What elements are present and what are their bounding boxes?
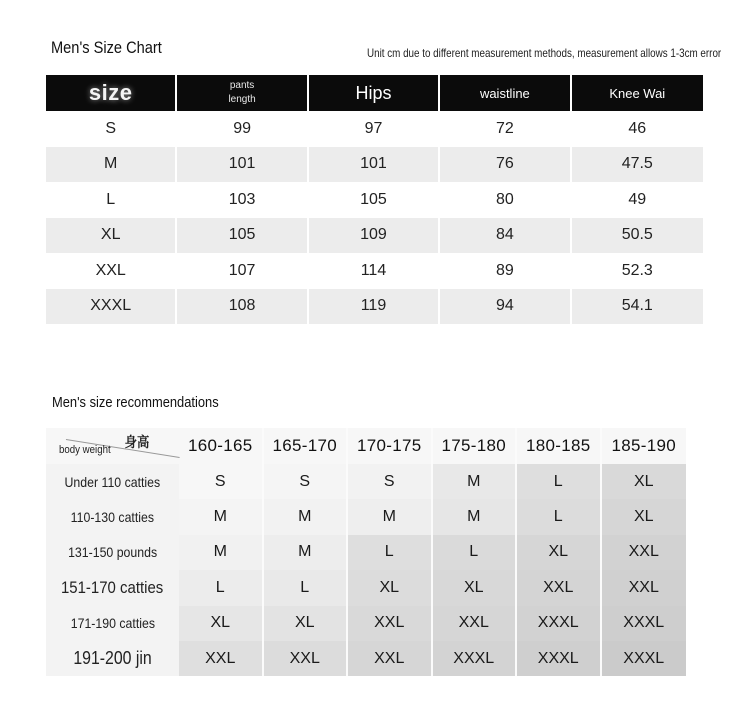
size-cell: XXL xyxy=(433,606,518,641)
table-cell: 76 xyxy=(440,147,571,183)
header-pants-length-text: pants length xyxy=(228,80,256,105)
size-cell: XXL xyxy=(348,641,433,676)
table-cell: 119 xyxy=(309,289,440,325)
table-row xyxy=(46,641,702,676)
size-cell: M xyxy=(179,535,264,570)
table-cell: M xyxy=(46,147,177,183)
header-knee: Knee Wai xyxy=(572,75,703,111)
size-cell: XXXL xyxy=(602,606,687,641)
table-cell: 105 xyxy=(309,182,440,218)
size-chart-table xyxy=(46,75,703,324)
table-row xyxy=(46,218,703,254)
size-cell: XXXL xyxy=(517,606,602,641)
size-cell: S xyxy=(348,464,433,499)
table-cell: 52.3 xyxy=(621,261,653,279)
size-cell: XXL xyxy=(517,570,602,605)
table-cell: XXXL xyxy=(46,289,177,325)
table-cell: 49 xyxy=(628,190,647,208)
recommendation-body xyxy=(46,464,702,676)
size-cell: M xyxy=(264,499,349,534)
table-cell: 89 xyxy=(440,253,571,289)
table-cell: 54.1 xyxy=(572,289,703,325)
size-cell: L xyxy=(179,570,264,605)
size-cell: XL xyxy=(433,570,518,605)
size-cell: M xyxy=(348,499,433,534)
height-header: 185-190 xyxy=(602,428,687,464)
size-cell: XL xyxy=(517,535,602,570)
size-cell: XXXL xyxy=(433,641,518,676)
table-row xyxy=(46,253,703,289)
table-cell: L xyxy=(46,182,177,218)
size-cell: M xyxy=(264,535,349,570)
weight-label-text: 110-130 catties xyxy=(70,509,155,526)
size-recommendation-title: Men's size recommendations xyxy=(52,394,219,411)
table-row xyxy=(46,111,703,147)
size-cell: M xyxy=(433,499,518,534)
table-cell: 101 xyxy=(309,147,440,183)
size-cell: XXXL xyxy=(602,641,687,676)
height-header: 165-170 xyxy=(264,428,349,464)
size-cell: XL xyxy=(264,606,349,641)
size-chart-body xyxy=(46,111,703,324)
size-chart-title: Men's Size Chart xyxy=(51,38,162,57)
size-cell: XXL xyxy=(602,535,687,570)
table-cell: 46 xyxy=(628,119,647,137)
corner-weight-label: body weight xyxy=(59,444,111,456)
size-cell: XXXL xyxy=(517,641,602,676)
table-cell: 94 xyxy=(440,289,571,325)
table-cell: 80 xyxy=(440,182,571,218)
size-recommendation-table xyxy=(46,428,702,676)
measurement-note: Unit cm due to different measurement methods, measurement allows 1-3cm error xyxy=(367,46,722,60)
size-cell: L xyxy=(433,535,518,570)
table-cell: 109 xyxy=(309,218,440,254)
table-cell: S xyxy=(46,111,177,147)
size-cell: XL xyxy=(602,464,687,499)
size-cell: XL xyxy=(602,499,687,534)
weight-label-text: Under 110 catties xyxy=(64,473,161,490)
size-cell: L xyxy=(348,535,433,570)
weight-label-text: 191-200 jin xyxy=(73,648,152,669)
height-header: 175-180 xyxy=(433,428,518,464)
size-cell: L xyxy=(517,499,602,534)
header-size: size xyxy=(46,75,177,111)
recommendation-header-row xyxy=(46,428,702,464)
table-cell: 84 xyxy=(440,218,571,254)
table-cell: 108 xyxy=(177,289,308,325)
size-cell: XXL xyxy=(602,570,687,605)
size-chart-header-row xyxy=(46,75,703,111)
weight-label-text: 151-170 catties xyxy=(61,577,164,597)
weight-label xyxy=(46,535,179,570)
size-cell: XL xyxy=(179,606,264,641)
weight-label xyxy=(46,641,179,676)
height-header: 180-185 xyxy=(517,428,602,464)
height-header: 170-175 xyxy=(348,428,433,464)
table-cell: 114 xyxy=(309,253,440,289)
size-cell: M xyxy=(179,499,264,534)
weight-label xyxy=(46,570,179,605)
table-row xyxy=(46,289,703,325)
corner-height-label: 身高 xyxy=(124,434,150,450)
table-row xyxy=(46,535,702,570)
corner-cell xyxy=(46,428,179,464)
size-cell: L xyxy=(517,464,602,499)
table-cell: 97 xyxy=(309,111,440,147)
weight-label xyxy=(46,499,179,534)
height-header: 160-165 xyxy=(179,428,264,464)
table-row xyxy=(46,147,703,183)
size-cell: L xyxy=(264,570,349,605)
table-cell: 72 xyxy=(440,111,571,147)
table-cell: 47.5 xyxy=(572,147,703,183)
table-cell: 103 xyxy=(177,182,308,218)
header-hips: Hips xyxy=(309,75,440,111)
size-cell: XL xyxy=(348,570,433,605)
table-cell: 105 xyxy=(177,218,308,254)
table-row xyxy=(46,499,702,534)
size-cell: XXL xyxy=(264,641,349,676)
table-cell: XL xyxy=(46,218,177,254)
weight-label-text: 131-150 pounds xyxy=(67,544,158,561)
table-row xyxy=(46,606,702,641)
weight-label xyxy=(46,464,179,499)
table-row xyxy=(46,464,702,499)
size-cell: S xyxy=(179,464,264,499)
header-waistline: waistline xyxy=(440,75,571,111)
weight-label-text: 171-190 catties xyxy=(70,615,155,632)
table-cell: 50.5 xyxy=(572,218,703,254)
table-cell: 101 xyxy=(177,147,308,183)
table-row xyxy=(46,182,703,218)
table-cell: 107 xyxy=(177,253,308,289)
size-cell: XXL xyxy=(179,641,264,676)
table-row xyxy=(46,570,702,605)
size-cell: S xyxy=(264,464,349,499)
size-cell: M xyxy=(433,464,518,499)
table-cell: 99 xyxy=(177,111,308,147)
size-cell: XXL xyxy=(348,606,433,641)
table-cell: XXL xyxy=(46,253,177,289)
header-pants-length xyxy=(177,75,308,111)
weight-label xyxy=(46,606,179,641)
